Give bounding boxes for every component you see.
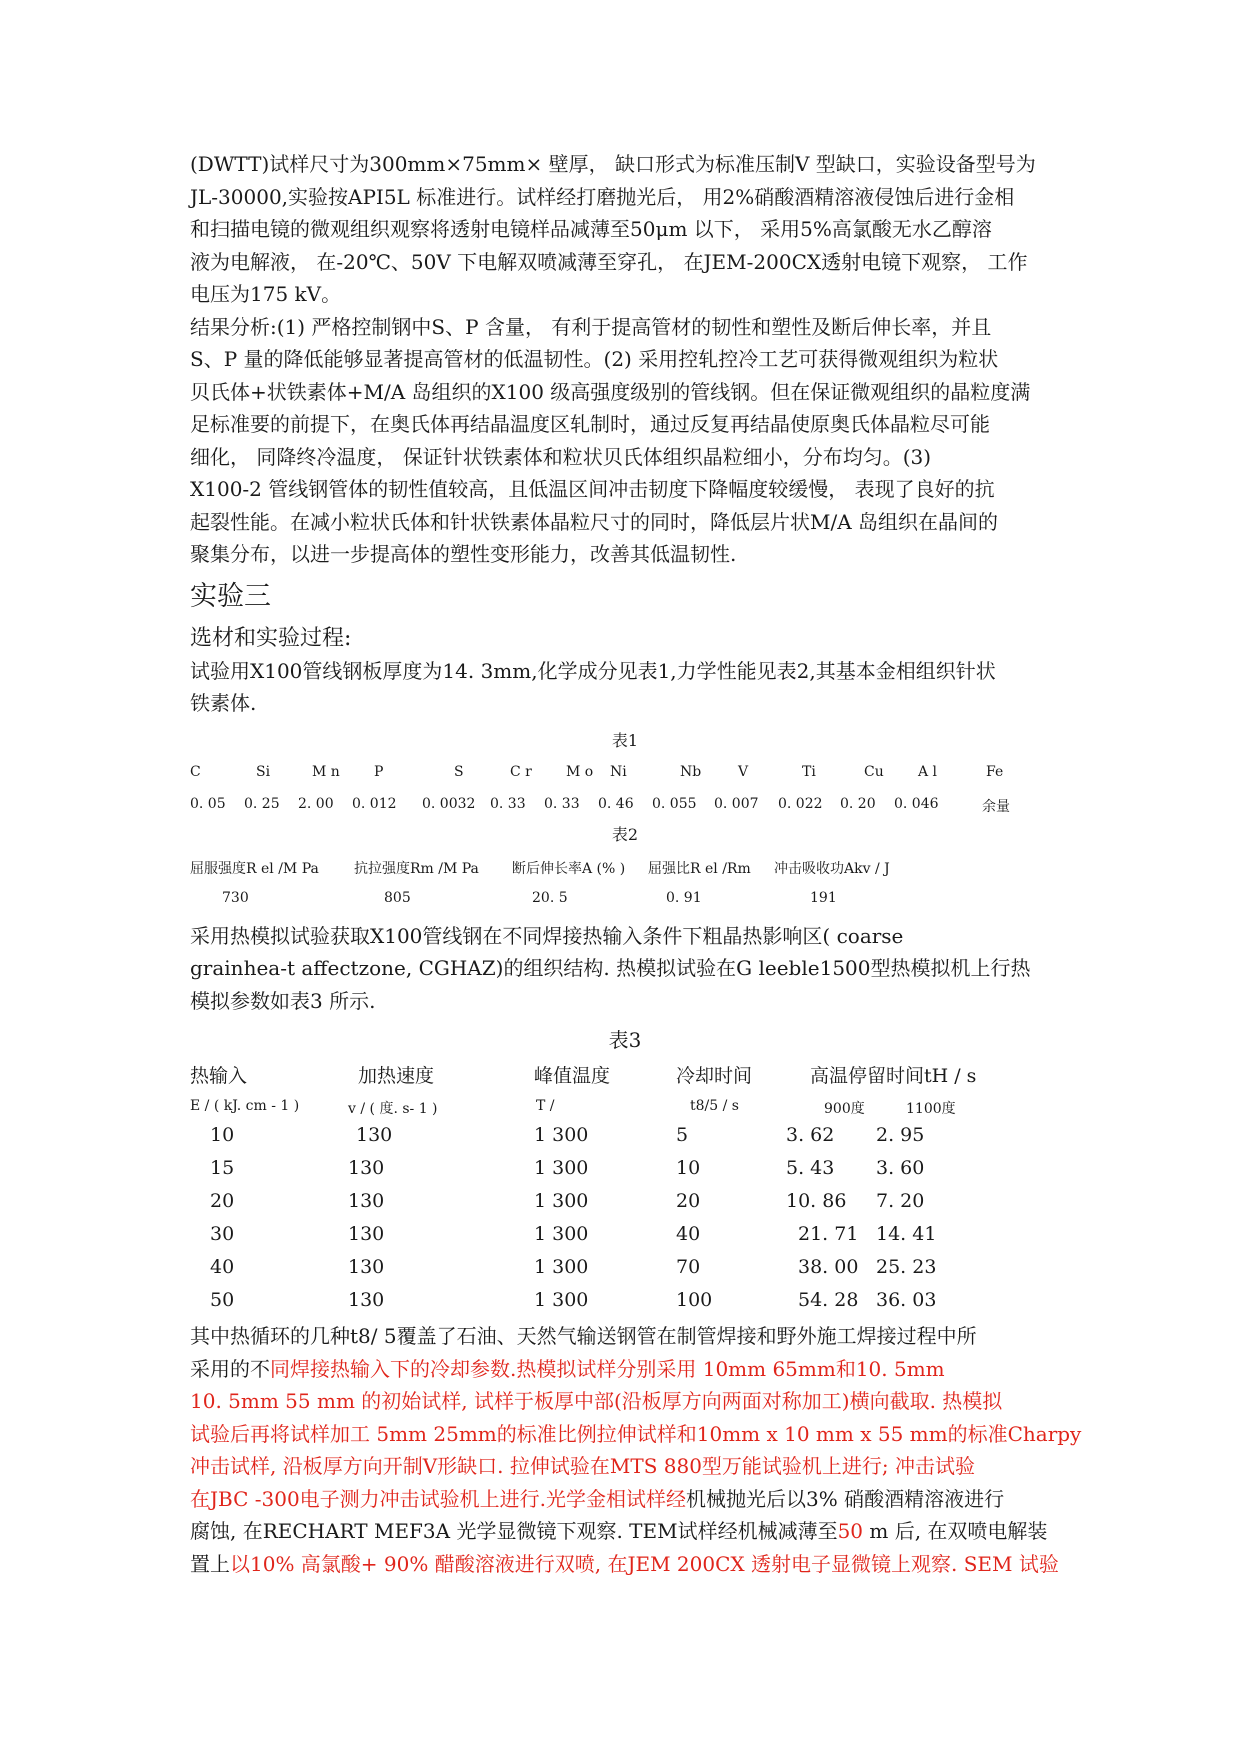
table3-caption: 表3 <box>608 1028 642 1052</box>
text-line: 铁素体. <box>190 691 257 715</box>
highlighted-text: 以10% 高氯酸+ 90% 醋酸溶液进行双喷, 在JEM 200CX 透射电子显微镜上观察. SEM 试验 <box>230 1551 1059 1576</box>
text-line: 电压为175 kV。 <box>190 282 342 306</box>
table3-header-cell: 高温停留时间tH / s <box>810 1065 977 1087</box>
table3-cell: 3. 62 <box>786 1124 835 1146</box>
text-line: JL-30000,实验按API5L 标准进行。试样经打磨抛光后， 用2%硝酸酒精溶液侵蚀后进行金相 <box>190 184 1015 209</box>
table3-cell: 10 <box>210 1124 235 1146</box>
table3-cell: 2. 95 <box>876 1124 925 1146</box>
table3-unit-cell: 900度 <box>824 1101 865 1117</box>
table3-cell: 21. 71 <box>798 1223 859 1245</box>
table3-unit-cell: T / <box>536 1098 555 1114</box>
text-segment: 采用的不 <box>190 1356 270 1381</box>
highlighted-text-line: 冲击试样, 沿板厚方向开制V形缺口. 拉伸试验在MTS 880型万能试验机上进行; 冲击试验 <box>190 1454 976 1478</box>
text-line: 和扫描电镜的微观组织观察将透射电镜样品减薄至50μm 以下， 采用5%高氯酸无水乙醇溶 <box>190 217 992 241</box>
table1-value-cell: 0. 012 <box>352 795 397 812</box>
table3-header-cell: 峰值温度 <box>534 1065 611 1087</box>
table3-cell: 14. 41 <box>876 1223 937 1245</box>
paragraph-dwtt <box>190 148 1060 311</box>
table1-value-cell: 0. 33 <box>544 795 580 812</box>
table1-value-cell: 0. 055 <box>652 795 697 812</box>
table3-header-row <box>190 1059 1060 1092</box>
table3-cell: 20 <box>676 1190 701 1212</box>
section-heading: 实验三 <box>190 580 271 612</box>
table2-header-cell: 断后伸长率A (% ) <box>512 860 626 877</box>
text-line: X100-2 管线钢管体的韧性值较高，且低温区间冲击韧度下降幅度较缓慢， 表现了良好的抗 <box>190 477 995 501</box>
table1-header-cell: S <box>454 763 464 780</box>
text-line: 细化， 同降终冷温度， 保证针状铁素体和粒状贝氏体组织晶粒细小，分布均匀。(3) <box>190 444 932 469</box>
table3-cell: 130 <box>348 1190 385 1212</box>
text-line: 其中热循环的几种t8/ 5覆盖了石油、天然气输送钢管在制管焊接和野外施工焊接过程中所 <box>190 1324 977 1348</box>
table3-unit-cell: 1100度 <box>906 1101 956 1117</box>
table3-cell: 30 <box>210 1223 235 1245</box>
table3-cell: 130 <box>348 1256 385 1278</box>
table1-caption: 表1 <box>611 730 639 750</box>
table1-header-cell: A l <box>918 763 938 780</box>
text-line <box>190 1483 1060 1516</box>
table2-header-cell: 抗拉强度Rm /M Pa <box>354 860 479 877</box>
text-line: (DWTT)试样尺寸为300mm×75mm× 壁厚， 缺口形式为标准压制V 型缺口，实验设备型号为 <box>190 152 1036 176</box>
table1-value-cell: 0. 25 <box>244 795 280 812</box>
table1-value-cell: 0. 007 <box>714 795 759 812</box>
text-line: 聚集分布，以进一步提高体的塑性变形能力，改善其低温韧性. <box>190 542 737 566</box>
table1-value-cell: 0. 20 <box>840 795 876 812</box>
table3-cell: 130 <box>348 1223 385 1245</box>
table3-cell: 38. 00 <box>798 1256 859 1278</box>
paragraph-results <box>190 311 1060 571</box>
text-line: grainhea-t affectzone, CGHAZ)的组织结构. 热模拟试验在G leeble1500型热模拟机上行热 <box>190 956 1031 980</box>
highlighted-text-line: 试验后再将试样加工 5mm 25mm的标准比例拉伸试样和10mm x 10 mm x 55 mm的标准Charpy <box>190 1421 1082 1446</box>
text-line <box>190 1515 1060 1548</box>
table1-value-cell: 0. 46 <box>598 795 634 812</box>
table1-header-cell: C r <box>510 763 532 780</box>
highlighted-text: 在JBC -300电子测力冲击试验机上进行.光学金相试样经 <box>190 1486 687 1511</box>
text-segment: 置上 <box>190 1551 230 1576</box>
table3-cell: 5. 43 <box>786 1157 835 1179</box>
table1-value-cell: 0. 022 <box>778 795 823 812</box>
table1-header-cell: M n <box>312 763 340 780</box>
table1-header-row <box>190 758 1060 790</box>
table3-cell: 7. 20 <box>876 1190 925 1212</box>
table1-header-cell: M o <box>566 763 594 780</box>
table2-value-cell: 0. 91 <box>666 889 702 906</box>
text-line: 起裂性能。在减小粒状氏体和针状铁素体晶粒尺寸的同时，降低层片状M/A 岛组织在晶间的 <box>190 509 999 534</box>
paragraph-specimens <box>190 1320 1082 1580</box>
table1-value-row <box>190 790 1060 822</box>
table1-header-cell: P <box>374 763 384 780</box>
table3-cell: 5 <box>676 1124 689 1146</box>
text-line <box>190 1353 1060 1386</box>
table3-row <box>190 1188 1060 1221</box>
text-segment: 腐蚀, 在RECHART MEF3A 光学显微镜下观察. TEM试样经机械减薄至 <box>190 1519 838 1543</box>
table3-unit-cell: t8/5 / s <box>690 1098 739 1114</box>
table1-header-cell: C <box>190 763 201 780</box>
highlighted-text: 同焊接热输入下的冷却参数.热模拟试样分别采用 10mm 65mm和10. 5mm <box>270 1356 945 1381</box>
text-segment: 机械抛光后以3% 硝酸酒精溶液进行 <box>686 1486 1005 1511</box>
table2-value-row <box>190 884 1060 916</box>
table3-cell: 1 300 <box>534 1289 589 1311</box>
text-segment: m 后, 在双喷电解装 <box>863 1519 1048 1543</box>
table3-cell: 1 300 <box>534 1223 589 1245</box>
table2-value-cell: 805 <box>384 889 411 906</box>
table3-unit-cell: E / ( kJ. cm - 1 ) <box>190 1098 300 1114</box>
table1-header-cell: Ni <box>610 763 627 780</box>
table3-cell: 20 <box>210 1190 235 1212</box>
table2-value-cell: 730 <box>222 889 249 906</box>
text-line <box>190 1548 1060 1581</box>
text-line: 液为电解液， 在-20℃、50V 下电解双喷减薄至穿孔， 在JEM-200CX透射电镜下观察， 工作 <box>190 249 1028 274</box>
table3-cell: 25. 23 <box>876 1256 937 1278</box>
table3-cell: 130 <box>348 1289 385 1311</box>
table1-header-cell: Fe <box>986 763 1004 780</box>
table3-row <box>190 1221 1060 1254</box>
table3-cell: 54. 28 <box>798 1289 859 1311</box>
table3-cell: 1 300 <box>534 1256 589 1278</box>
table3-cell: 100 <box>676 1289 713 1311</box>
table1-value-cell: 2. 00 <box>298 795 334 812</box>
table1-value-cell: 余量 <box>982 798 1010 815</box>
table2-header-cell: 屈服强度R el /M Pa <box>190 860 319 877</box>
table1-value-cell: 0. 0032 <box>422 795 476 812</box>
table3-unit-cell: v / ( 度. s- 1 ) <box>348 1101 438 1117</box>
text-line: 贝氏体+状铁素体+M/A 岛组织的X100 级高强度级别的管线钢。但在保证微观组织的晶粒度满 <box>190 379 1031 404</box>
table1-header-cell: Nb <box>680 763 702 780</box>
table3-row <box>190 1155 1060 1188</box>
text-line: 采用热模拟试验获取X100管线钢在不同焊接热输入条件下粗晶热影响区( coarse <box>190 923 904 948</box>
text-line: S、P 量的降低能够显著提高管材的低温韧性。(2) 采用控轧控冷工艺可获得微观组织为粒状 <box>190 347 999 371</box>
table3-cell: 130 <box>348 1157 385 1179</box>
table3-header-cell: 冷却时间 <box>676 1065 753 1087</box>
paragraph-thermal-simulation <box>190 920 1060 1018</box>
text-line: 模拟参数如表3 所示. <box>190 988 376 1013</box>
table1-value-cell: 0. 05 <box>190 795 226 812</box>
paragraph-materials <box>190 655 1060 720</box>
highlighted-text: 50 <box>837 1519 864 1543</box>
table1-header-cell: Ti <box>802 763 816 780</box>
section-subheading: 选材和实验过程: <box>190 625 352 651</box>
table2-header-row <box>190 852 1060 884</box>
table3-cell: 40 <box>676 1223 701 1245</box>
table3-cell: 36. 03 <box>876 1289 937 1311</box>
table3-cell: 15 <box>210 1157 235 1179</box>
table3-cell: 130 <box>356 1124 393 1146</box>
text-line: 试验用X100管线钢板厚度为14. 3mm,化学成分见表1,力学性能见表2,其基本金相组织针状 <box>190 658 996 683</box>
document-page <box>190 148 1082 1580</box>
table1-value-cell: 0. 33 <box>490 795 526 812</box>
table3-units-row <box>190 1092 1060 1122</box>
table3-row <box>190 1287 1060 1320</box>
text-line: 足标准要的前提下，在奥氏体再结晶温度区轧制时，通过反复再结晶使原奥氏体晶粒尽可能 <box>190 412 990 436</box>
table3-cell: 70 <box>676 1256 701 1278</box>
table2-value-cell: 20. 5 <box>532 889 568 906</box>
highlighted-text-line: 10. 5mm 55 mm 的初始试样, 试样于板厚中部(沿板厚方向两面对称加工)横向截取. 热模拟 <box>190 1389 1003 1413</box>
table3-row <box>190 1254 1060 1287</box>
table3-cell: 50 <box>210 1289 235 1311</box>
table3-cell: 3. 60 <box>876 1157 925 1179</box>
table3-row <box>190 1122 1060 1155</box>
table3-header-cell: 热输入 <box>190 1065 248 1087</box>
table3-cell: 1 300 <box>534 1157 589 1179</box>
table1-header-cell: Cu <box>864 763 884 780</box>
table1-value-cell: 0. 046 <box>894 795 939 812</box>
table3-cell: 10. 86 <box>786 1190 847 1212</box>
table1-header-cell: Si <box>256 763 271 780</box>
table3-cell: 10 <box>676 1157 701 1179</box>
table3-body <box>190 1122 1060 1320</box>
table2-header-cell: 冲击吸收功Akv / J <box>774 860 890 877</box>
table1-header-cell: V <box>738 763 749 780</box>
table3-cell: 1 300 <box>534 1124 589 1146</box>
table2-caption: 表2 <box>611 824 639 844</box>
table2-value-cell: 191 <box>810 889 837 906</box>
table3-header-cell: 加热速度 <box>358 1065 435 1087</box>
table3-cell: 40 <box>210 1256 235 1278</box>
table3-cell: 1 300 <box>534 1190 589 1212</box>
text-line: 结果分析:(1) 严格控制钢中S、P 含量， 有利于提高管材的韧性和塑性及断后伸长率，并且 <box>190 314 992 339</box>
table2-header-cell: 屈强比R el /Rm <box>648 860 751 877</box>
